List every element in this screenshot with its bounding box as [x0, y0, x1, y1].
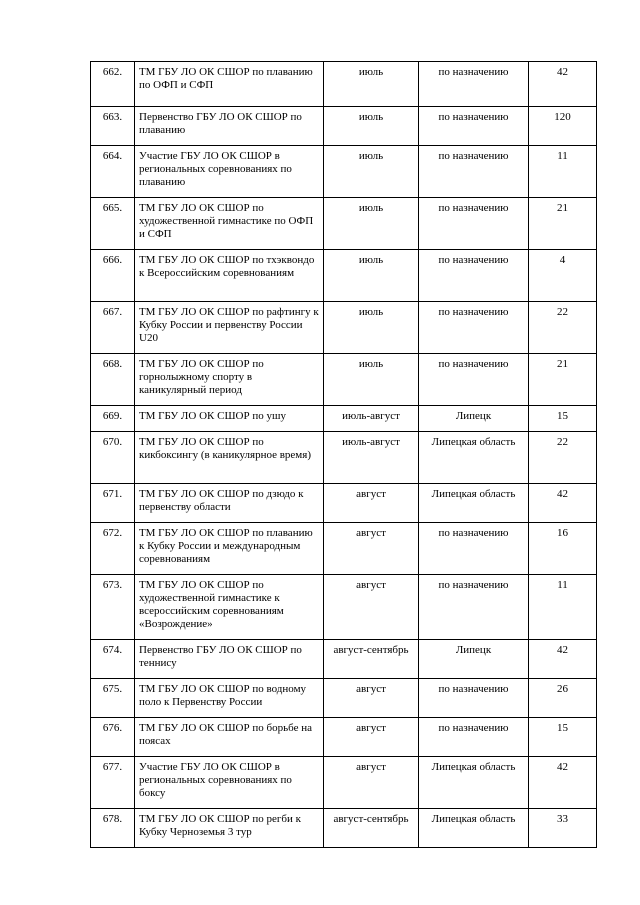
cell-num: 663.: [91, 107, 135, 146]
cell-date: август: [324, 575, 419, 640]
table-row: [91, 198, 597, 250]
cell-count: 15: [529, 406, 597, 432]
cell-place: по назначению: [419, 718, 529, 757]
cell-place: Липецкая область: [419, 432, 529, 484]
cell-place: по назначению: [419, 575, 529, 640]
cell-name: ТМ ГБУ ЛО ОК СШОР по ушу: [135, 406, 324, 432]
table-row: [91, 302, 597, 354]
table-row: [91, 679, 597, 718]
cell-num: 665.: [91, 198, 135, 250]
cell-name: Первенство ГБУ ЛО ОК СШОР по теннису: [135, 640, 324, 679]
table-row: [91, 432, 597, 484]
cell-place: по назначению: [419, 146, 529, 198]
cell-name: ТМ ГБУ ЛО ОК СШОР по художественной гимнастике к всероссийским соревнованиям «Возрождение»: [135, 575, 324, 640]
table-row: [91, 757, 597, 809]
cell-count: 26: [529, 679, 597, 718]
cell-num: 672.: [91, 523, 135, 575]
cell-date: август-сентябрь: [324, 640, 419, 679]
cell-num: 674.: [91, 640, 135, 679]
cell-name: ТМ ГБУ ЛО ОК СШОР по горнолыжному спорту в каникулярный период: [135, 354, 324, 406]
cell-num: 667.: [91, 302, 135, 354]
cell-count: 42: [529, 757, 597, 809]
table-row: [91, 484, 597, 523]
cell-date: июль: [324, 354, 419, 406]
cell-num: 669.: [91, 406, 135, 432]
cell-name: ТМ ГБУ ЛО ОК СШОР по кикбоксингу (в каникулярное время): [135, 432, 324, 484]
table-row: [91, 107, 597, 146]
table-row: [91, 809, 597, 848]
cell-count: 21: [529, 198, 597, 250]
table-row: [91, 146, 597, 198]
cell-count: 42: [529, 640, 597, 679]
cell-num: 668.: [91, 354, 135, 406]
cell-count: 11: [529, 575, 597, 640]
table-body: [91, 62, 597, 848]
cell-count: 22: [529, 302, 597, 354]
cell-name: ТМ ГБУ ЛО ОК СШОР по дзюдо к первенству области: [135, 484, 324, 523]
cell-date: август: [324, 484, 419, 523]
cell-place: по назначению: [419, 107, 529, 146]
cell-name: ТМ ГБУ ЛО ОК СШОР по борьбе на поясах: [135, 718, 324, 757]
cell-place: по назначению: [419, 354, 529, 406]
cell-place: Липецкая область: [419, 809, 529, 848]
cell-count: 16: [529, 523, 597, 575]
cell-count: 33: [529, 809, 597, 848]
cell-date: август: [324, 718, 419, 757]
table-row: [91, 354, 597, 406]
cell-name: Первенство ГБУ ЛО ОК СШОР по плаванию: [135, 107, 324, 146]
cell-num: 678.: [91, 809, 135, 848]
cell-date: июль: [324, 107, 419, 146]
cell-date: август: [324, 523, 419, 575]
cell-name: ТМ ГБУ ЛО ОК СШОР по регби к Кубку Черноземья 3 тур: [135, 809, 324, 848]
cell-name: ТМ ГБУ ЛО ОК СШОР по рафтингу к Кубку России и первенству России U20: [135, 302, 324, 354]
cell-place: по назначению: [419, 302, 529, 354]
cell-place: Липецкая область: [419, 484, 529, 523]
cell-place: Липецк: [419, 406, 529, 432]
table-row: [91, 718, 597, 757]
cell-num: 676.: [91, 718, 135, 757]
cell-place: по назначению: [419, 198, 529, 250]
cell-count: 42: [529, 484, 597, 523]
cell-date: июль-август: [324, 406, 419, 432]
cell-place: по назначению: [419, 62, 529, 107]
cell-name: ТМ ГБУ ЛО ОК СШОР по водному поло к Первенству России: [135, 679, 324, 718]
table-row: [91, 575, 597, 640]
cell-place: по назначению: [419, 250, 529, 302]
cell-date: июль: [324, 146, 419, 198]
table-row: [91, 250, 597, 302]
cell-date: июль: [324, 250, 419, 302]
cell-name: ТМ ГБУ ЛО ОК СШОР по тхэквондо к Всероссийским соревнованиям: [135, 250, 324, 302]
cell-count: 42: [529, 62, 597, 107]
cell-name: Участие ГБУ ЛО ОК СШОР в региональных соревнованиях по боксу: [135, 757, 324, 809]
cell-num: 666.: [91, 250, 135, 302]
cell-num: 662.: [91, 62, 135, 107]
cell-date: июль: [324, 62, 419, 107]
cell-date: июль: [324, 198, 419, 250]
cell-name: ТМ ГБУ ЛО ОК СШОР по плаванию по ОФП и СФП: [135, 62, 324, 107]
cell-num: 664.: [91, 146, 135, 198]
cell-count: 120: [529, 107, 597, 146]
cell-num: 671.: [91, 484, 135, 523]
cell-count: 22: [529, 432, 597, 484]
cell-name: ТМ ГБУ ЛО ОК СШОР по плаванию к Кубку России и международным соревнованиям: [135, 523, 324, 575]
table-row: [91, 62, 597, 107]
cell-name: Участие ГБУ ЛО ОК СШОР в региональных соревнованиях по плаванию: [135, 146, 324, 198]
cell-name: ТМ ГБУ ЛО ОК СШОР по художественной гимнастике по ОФП и СФП: [135, 198, 324, 250]
cell-date: июль-август: [324, 432, 419, 484]
cell-num: 677.: [91, 757, 135, 809]
cell-place: Липецк: [419, 640, 529, 679]
cell-count: 11: [529, 146, 597, 198]
table-row: [91, 523, 597, 575]
cell-place: Липецкая область: [419, 757, 529, 809]
cell-num: 673.: [91, 575, 135, 640]
cell-num: 675.: [91, 679, 135, 718]
cell-date: июль: [324, 302, 419, 354]
cell-count: 15: [529, 718, 597, 757]
cell-place: по назначению: [419, 523, 529, 575]
cell-date: август: [324, 679, 419, 718]
events-table: [90, 61, 597, 848]
cell-date: август: [324, 757, 419, 809]
cell-date: август-сентябрь: [324, 809, 419, 848]
cell-count: 4: [529, 250, 597, 302]
cell-num: 670.: [91, 432, 135, 484]
table-row: [91, 406, 597, 432]
cell-place: по назначению: [419, 679, 529, 718]
table-row: [91, 640, 597, 679]
cell-count: 21: [529, 354, 597, 406]
